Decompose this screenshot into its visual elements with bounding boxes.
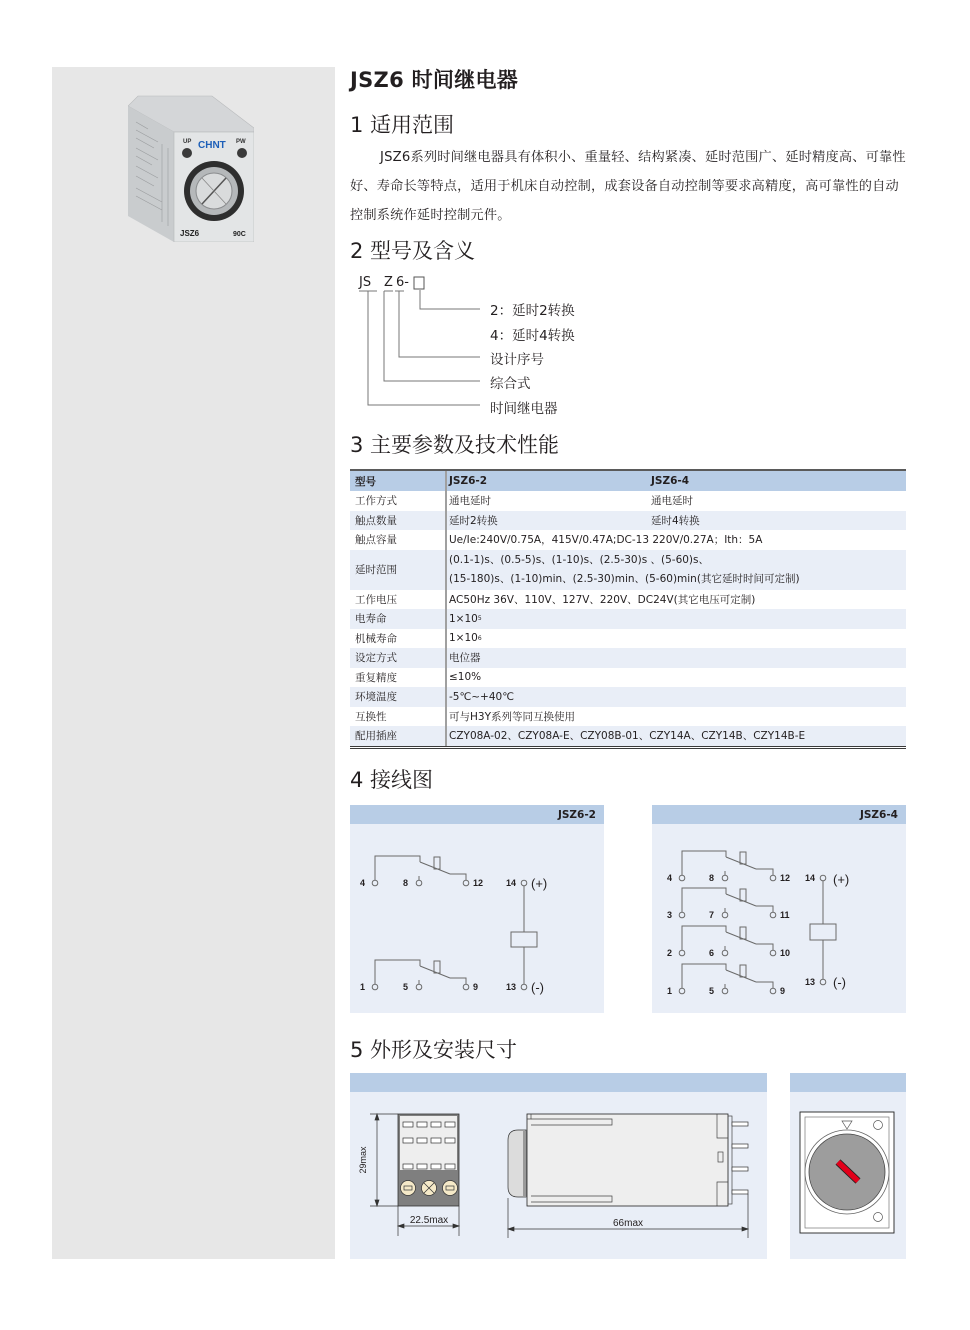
row-value-b: 通电延时 [651,495,693,508]
svg-text:6: 6 [709,948,715,958]
svg-text:4: 4 [360,878,366,888]
row-label: 重复精度 [355,671,397,684]
brand-logo: CHNT [198,140,226,151]
parameters-table [350,469,906,749]
row-value: AC50Hz 36V、110V、127V、220V、DC24V(其它电压可定制) [445,590,906,610]
row-values [445,511,906,531]
svg-text:9: 9 [780,986,786,996]
svg-text:(-): (-) [833,975,846,990]
section-4-title: 4 接线图 [350,768,434,792]
section-2-title: 2 型号及含义 [350,239,476,263]
row-value-a: 延时2转换 [449,514,498,527]
wiring-diagram-model-label: JSZ6-2 [350,805,604,824]
table-row [350,609,906,629]
svg-text:10: 10 [780,948,791,958]
row-label: 工作方式 [355,495,397,508]
outline-dimensions-box [350,1073,767,1259]
row-value-line-2: (15-180)s、(1-10)min、(2.5-30)min、(5-60)min(其它延时时间可定制) [449,572,800,585]
row-label: 设定方式 [355,652,397,665]
header-models [445,471,906,491]
dimension-width: 22.5max [409,1215,449,1226]
svg-text:12: 12 [780,873,791,883]
table-row [350,590,906,610]
indicator-label-pw: PW [236,139,246,145]
indicator-label-up: UP [183,139,192,145]
row-label: 配用插座 [355,730,397,743]
row-label: 电寿命 [355,613,387,626]
table-row [350,648,906,668]
row-label: 环境温度 [355,691,397,704]
row-value [445,550,906,590]
table-row [350,629,906,649]
dimension-length: 66max [612,1218,644,1229]
section-1-title: 1 适用范围 [350,113,455,137]
row-value [445,609,906,629]
wiring-diagram-jsz6-4 [652,805,906,1013]
table-row [350,511,906,531]
row-label: 机械寿命 [355,632,397,645]
row-label: 延时范围 [355,564,397,576]
panel-front-view-drawing [790,1092,906,1259]
svg-text:4: 4 [667,873,673,883]
row-value: -5℃~+40℃ [445,687,906,707]
table-row [350,550,906,590]
table-bottom-rule [350,746,906,749]
outline-dimension-drawing [350,1092,767,1259]
svg-text:14: 14 [506,878,517,888]
table-row [350,687,906,707]
row-value-line-1: (0.1-1)s、(0.5-5)s、(1-10)s、(2.5-30)s 、(5-60)s、 [449,553,709,566]
row-value: Ue/Ie:240V/0.75A，415V/0.47A;DC-13 220V/0.27A；Ith：5A [445,530,906,550]
meaning-time-relay: 时间继电器 [490,401,558,417]
wiring-diagram-jsz6-2 [350,805,604,1013]
row-value: 可与H3Y系列等同互换使用 [445,707,906,727]
code-part-z: Z [384,275,393,290]
svg-text:8: 8 [403,878,409,888]
row-value: ≤10% [445,668,906,688]
section-5-title: 5 外形及安装尺寸 [350,1038,518,1062]
svg-text:8: 8 [709,873,715,883]
table-header [350,471,906,491]
section-3-title: 3 主要参数及技术性能 [350,433,560,457]
table-row [350,530,906,550]
row-label: 互换性 [355,710,387,723]
row-value-a: 通电延时 [449,495,491,508]
svg-text:5: 5 [403,982,409,992]
meaning-integrated: 综合式 [490,376,531,392]
row-value-b: 延时4转换 [651,514,700,527]
code-part-6: 6- [396,275,409,290]
header-label: 型号 [355,475,376,488]
model-code-leader-lines [355,270,615,420]
model-code-diagram [355,270,615,420]
svg-text:9: 9 [473,982,479,992]
table-row [350,726,906,746]
svg-text:3: 3 [667,910,673,920]
table-row [350,668,906,688]
row-value: 电位器 [445,648,906,668]
side-panel [52,67,335,1259]
svg-text:(+): (+) [531,876,548,891]
meaning-4-changeover: 4：延时4转换 [490,328,575,344]
photo-scale-label: 90C [233,231,246,238]
svg-text:1: 1 [667,986,673,996]
svg-text:12: 12 [473,878,484,888]
meaning-design-serial: 设计序号 [490,352,544,368]
row-values [445,491,906,511]
svg-text:5: 5 [709,986,715,996]
wiring-diagram-model-label: JSZ6-4 [652,805,906,824]
panel-view-box [790,1073,906,1259]
svg-text:13: 13 [506,982,517,992]
svg-text:14: 14 [805,873,816,883]
header-col-jsz6-2: JSZ6-2 [449,475,488,487]
row-label: 工作电压 [355,593,397,606]
value-exponent: 6 [477,634,482,642]
svg-text:7: 7 [709,910,715,920]
row-value [445,629,906,649]
product-photo [128,92,254,242]
svg-text:13: 13 [805,977,816,987]
svg-text:2: 2 [667,948,673,958]
row-value: CZY08A-02、CZY08A-E、CZY08B-01、CZY14A、CZY14B、CZY14B-E [445,726,906,746]
outline-box-header [350,1073,767,1092]
header-col-jsz6-4: JSZ6-4 [651,475,690,487]
photo-model-label: JSZ6 [180,229,200,238]
value-exponent: 5 [477,615,482,623]
svg-text:1: 1 [360,982,366,992]
svg-text:(+): (+) [833,872,850,887]
svg-text:(-): (-) [531,980,544,995]
value-base: 1×10 [449,632,478,645]
code-part-js: JS [359,275,372,290]
wiring-schematic-jsz6-4 [652,824,906,1013]
dimension-height: 29max [358,1146,368,1174]
wiring-schematic-jsz6-2 [350,824,604,1013]
row-label: 触点数量 [355,514,397,527]
table-row [350,707,906,727]
table-row [350,491,906,511]
document-title: JSZ6 时间继电器 [350,68,519,92]
value-base: 1×10 [449,612,478,625]
section-1-paragraph: JSZ6系列时间继电器具有体积小、重量轻、结构紧凑、延时范围广、延时精度高、可靠性好、寿命长等特点，适用于机床自动控制，成套设备自动控制等要求高精度，高可靠性的自动控制系统作延时控制元件。 [350,150,906,223]
row-label: 触点容量 [355,534,397,547]
panel-view-header [790,1073,906,1092]
meaning-2-changeover: 2：延时2转换 [490,303,575,319]
svg-text:11: 11 [780,910,790,920]
